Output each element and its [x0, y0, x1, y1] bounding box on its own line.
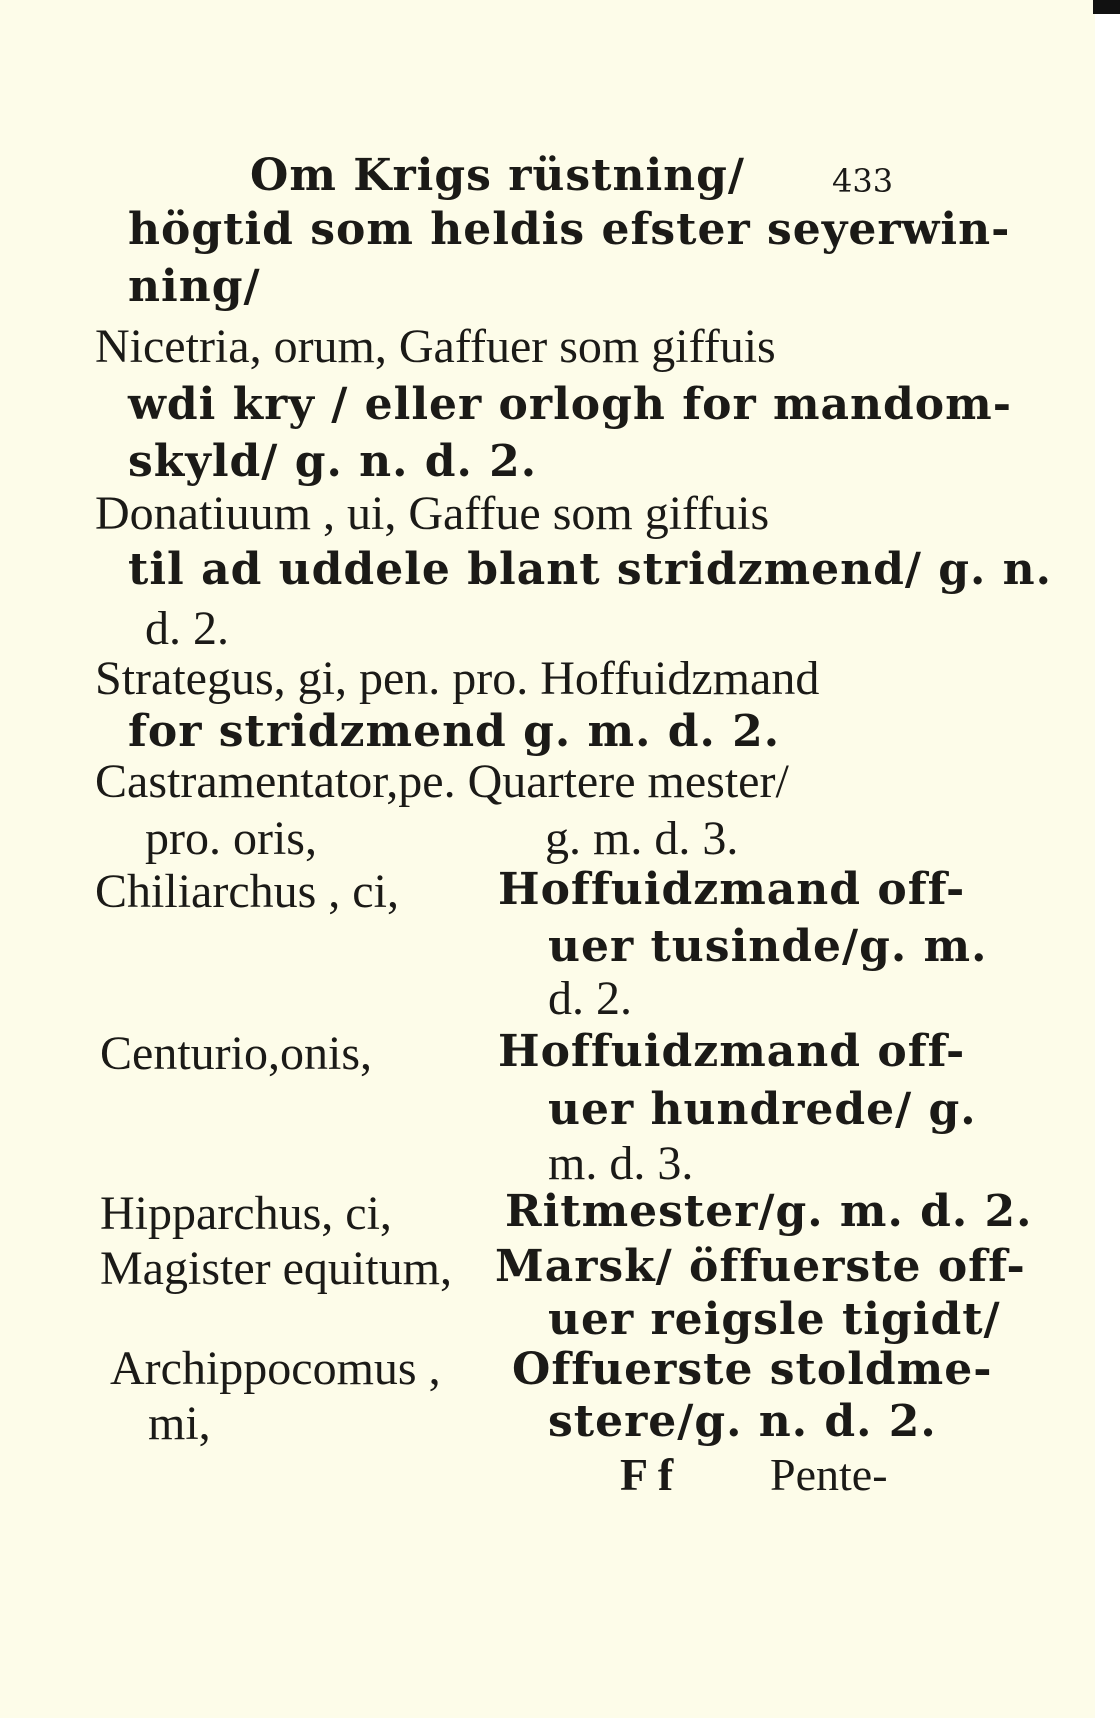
text-line: m. d. 3.: [548, 1137, 694, 1190]
text-line: pro. oris,: [145, 812, 317, 865]
text-line: Centurio,onis,: [100, 1027, 372, 1080]
text-line: högtid som heldis efster seyerwin-: [128, 204, 1011, 255]
text-line: uer hundrede/ g.: [548, 1084, 977, 1135]
text-line: til ad uddele blant stridzmend/ g. n.: [128, 544, 1052, 595]
running-head: Om Krigs rüstning/: [250, 150, 745, 201]
text-line: Chiliarchus , ci,: [95, 865, 399, 918]
text-line: Hoffuidzmand off-: [498, 1026, 966, 1077]
text-line: Archippocomus ,: [110, 1342, 441, 1395]
text-line: Magister equitum,: [100, 1242, 452, 1295]
text-line: Strategus, gi, pen. pro. Hoffuidzmand: [95, 652, 820, 705]
text-line: uer tusinde/g. m.: [548, 921, 988, 972]
text-line: Nicetria, orum, Gaffuer som giffuis: [95, 320, 776, 373]
text-line: d. 2.: [145, 602, 229, 655]
text-line: Hipparchus, ci,: [100, 1187, 392, 1240]
text-line: Ritmester/g. m. d. 2.: [505, 1186, 1033, 1237]
text-line: Donatiuum , ui, Gaffue som giffuis: [95, 487, 770, 540]
page-number: 433: [832, 162, 894, 200]
text-line: mi,: [148, 1397, 211, 1450]
scan-edge-mark: [1093, 0, 1120, 14]
text-line: ning/: [128, 261, 261, 312]
text-line: g. m. d. 3.: [545, 812, 739, 865]
signature-mark: F f: [620, 1449, 674, 1500]
text-line: stere/g. n. d. 2.: [548, 1396, 937, 1447]
catchword: Pente-: [770, 1449, 888, 1500]
text-line: Offuerste stoldme-: [512, 1344, 993, 1395]
text-line: Castramentator,pe. Quartere mester/: [95, 755, 789, 808]
text-line: skyld/ g. n. d. 2.: [128, 436, 538, 487]
text-line: Hoffuidzmand off-: [498, 864, 966, 915]
text-line: Marsk/ öffuerste off-: [495, 1241, 1026, 1292]
text-line: wdi kry / eller orlogh for mandom-: [128, 379, 1012, 430]
text-line: d. 2.: [548, 972, 632, 1025]
text-line: uer reigsle tigidt/: [548, 1294, 1001, 1345]
text-line: for stridzmend g. m. d. 2.: [128, 706, 781, 757]
